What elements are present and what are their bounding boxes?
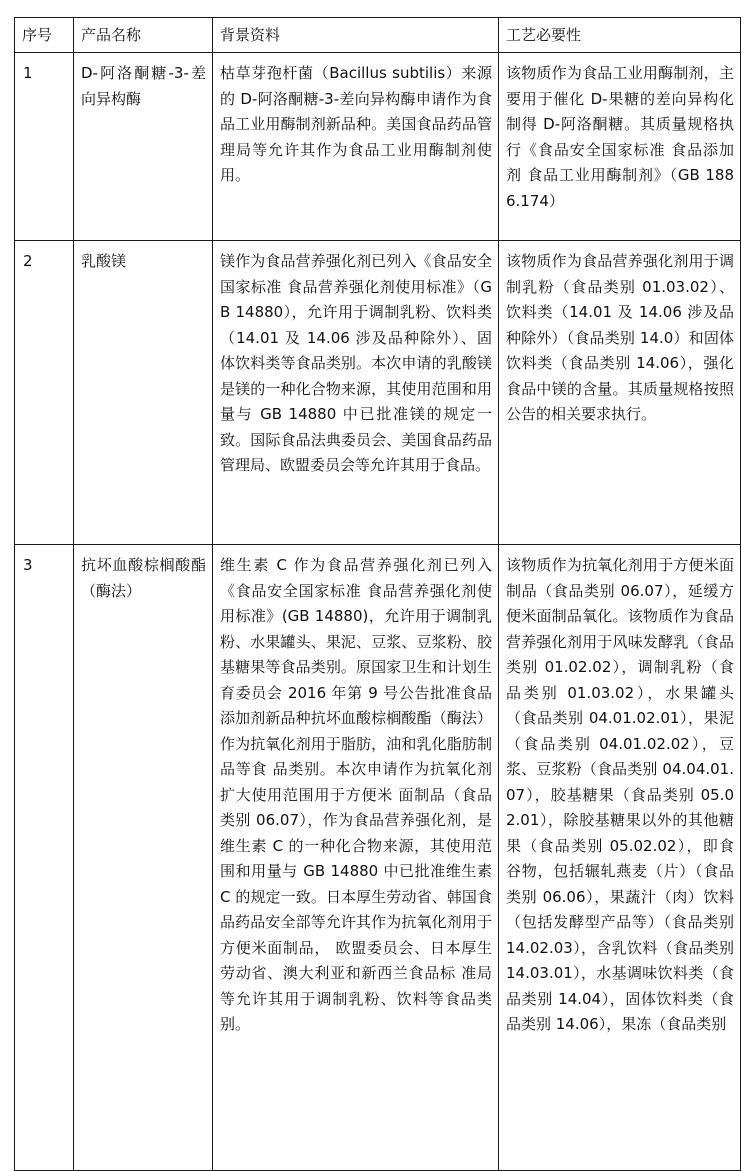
row-necessity: 该物质作为抗氧化剂用于方便米面制品（食品类别 06.07），延缓方便米面制品氧化。该物质作为食品营养强化剂用于风味发酵乳（食品类别 01.02.02），调制乳粉（食品类别 01.03.02），水果罐头（食品类别 04.01.02.01），果泥（食品类别 04.01.02.02），豆浆、豆浆粉（食品类别 04.04.01.07），胶基糖果（食品类别 05.02.01），除胶基糖果以外的其他糖果（食品类别 05.02.02），即食谷物，包括辗轧燕麦（片）（食品类别 06.06），果蔬汁（肉）饮料（包括发酵型产品等）（食品类别 14.02.03），含乳饮料（食品类别 14.03.01），水基调味饮料类（食品类别 14.04），固体饮料类（食品类别 14.06），果冻（食品类别	[506, 556, 734, 1033]
row-background: 枯草芽孢杆菌（Bacillus subtilis）来源的 D-阿洛酮糖-3-差向异构酶申请作为食品工业用酶制剂新品种。美国食品药品管理局等允许其作为食品工业用酶制剂使用。	[220, 64, 492, 184]
row-product-name: 抗坏血酸棕榈酸酯（酶法）	[81, 556, 206, 600]
table-row	[15, 545, 741, 1171]
row-product-name: 乳酸镁	[81, 252, 127, 270]
header-background: 背景资料	[213, 18, 499, 53]
row-seq: 3	[23, 556, 33, 574]
product-table	[14, 17, 741, 1171]
header-seq: 序号	[15, 18, 74, 53]
table-row	[15, 241, 741, 545]
row-necessity: 该物质作为食品工业用酶制剂，主要用于催化 D-果糖的差向异构化制得 D-阿洛酮糖。其质量规格执行《食品安全国家标准 食品添加剂 食品工业用酶制剂》（GB 1886.174）	[506, 64, 734, 210]
row-product-name: D-阿洛酮糖-3-差向异构酶	[81, 64, 206, 108]
table-row	[15, 53, 741, 241]
header-necessity: 工艺必要性	[499, 18, 741, 53]
row-necessity: 该物质作为食品营养强化剂用于调制乳粉（食品类别 01.03.02）、饮料类（14.01 及 14.06 涉及品种除外）（食品类别 14.0）和固体饮料类（食品类别 14.06），强化食品中镁的含量。其质量规格按照公告的相关要求执行。	[506, 252, 734, 423]
row-seq: 1	[23, 64, 33, 82]
header-product-name: 产品名称	[74, 18, 213, 53]
row-background: 镁作为食品营养强化剂已列入《食品安全国家标准 食品营养强化剂使用标准》（GB 14880），允许用于调制乳粉、饮料类（14.01 及 14.06 涉及品种除外）、固体饮料类等食品类别。本次申请的乳酸镁是镁的一种化合物来源，其使用范围和用量与 GB 14880 中已批准镁的规定一致。国际食品法典委员会、美国食品药品管理局、欧盟委员会等允许其用于食品。	[220, 252, 492, 474]
row-background: 维生素 C 作为食品营养强化剂已列入《食品安全国家标准 食品营养强化剂使用标准》(GB 14880)，允许用于调制乳粉、水果罐头、果泥、豆浆、豆浆粉、胶基糖果等食品类别。原国家卫生和计划生育委员会 2016 年第 9 号公告批准食品添加剂新品种抗坏血酸棕榈酸酯（酶法）作为抗氧化剂用于脂肪，油和乳化脂肪制品等食 品类别。本次申请作为抗氧化剂扩大使用范围用于方便米 面制品（食品类别 06.07），作为食品营养强化剂，是维生素 C 的一种化合物来源，其使用范围和用量与 GB 14880 中已批准维生素 C 的规定一致。日本厚生劳动省、韩国食 品药品安全部等允许其作为抗氧化剂用于方便米面制品， 欧盟委员会、日本厚生劳动省、澳大利亚和新西兰食品标 准局等允许其用于调制乳粉、饮料等食品类别。	[220, 556, 492, 1033]
table-header-row	[15, 18, 741, 53]
row-seq: 2	[23, 252, 33, 270]
